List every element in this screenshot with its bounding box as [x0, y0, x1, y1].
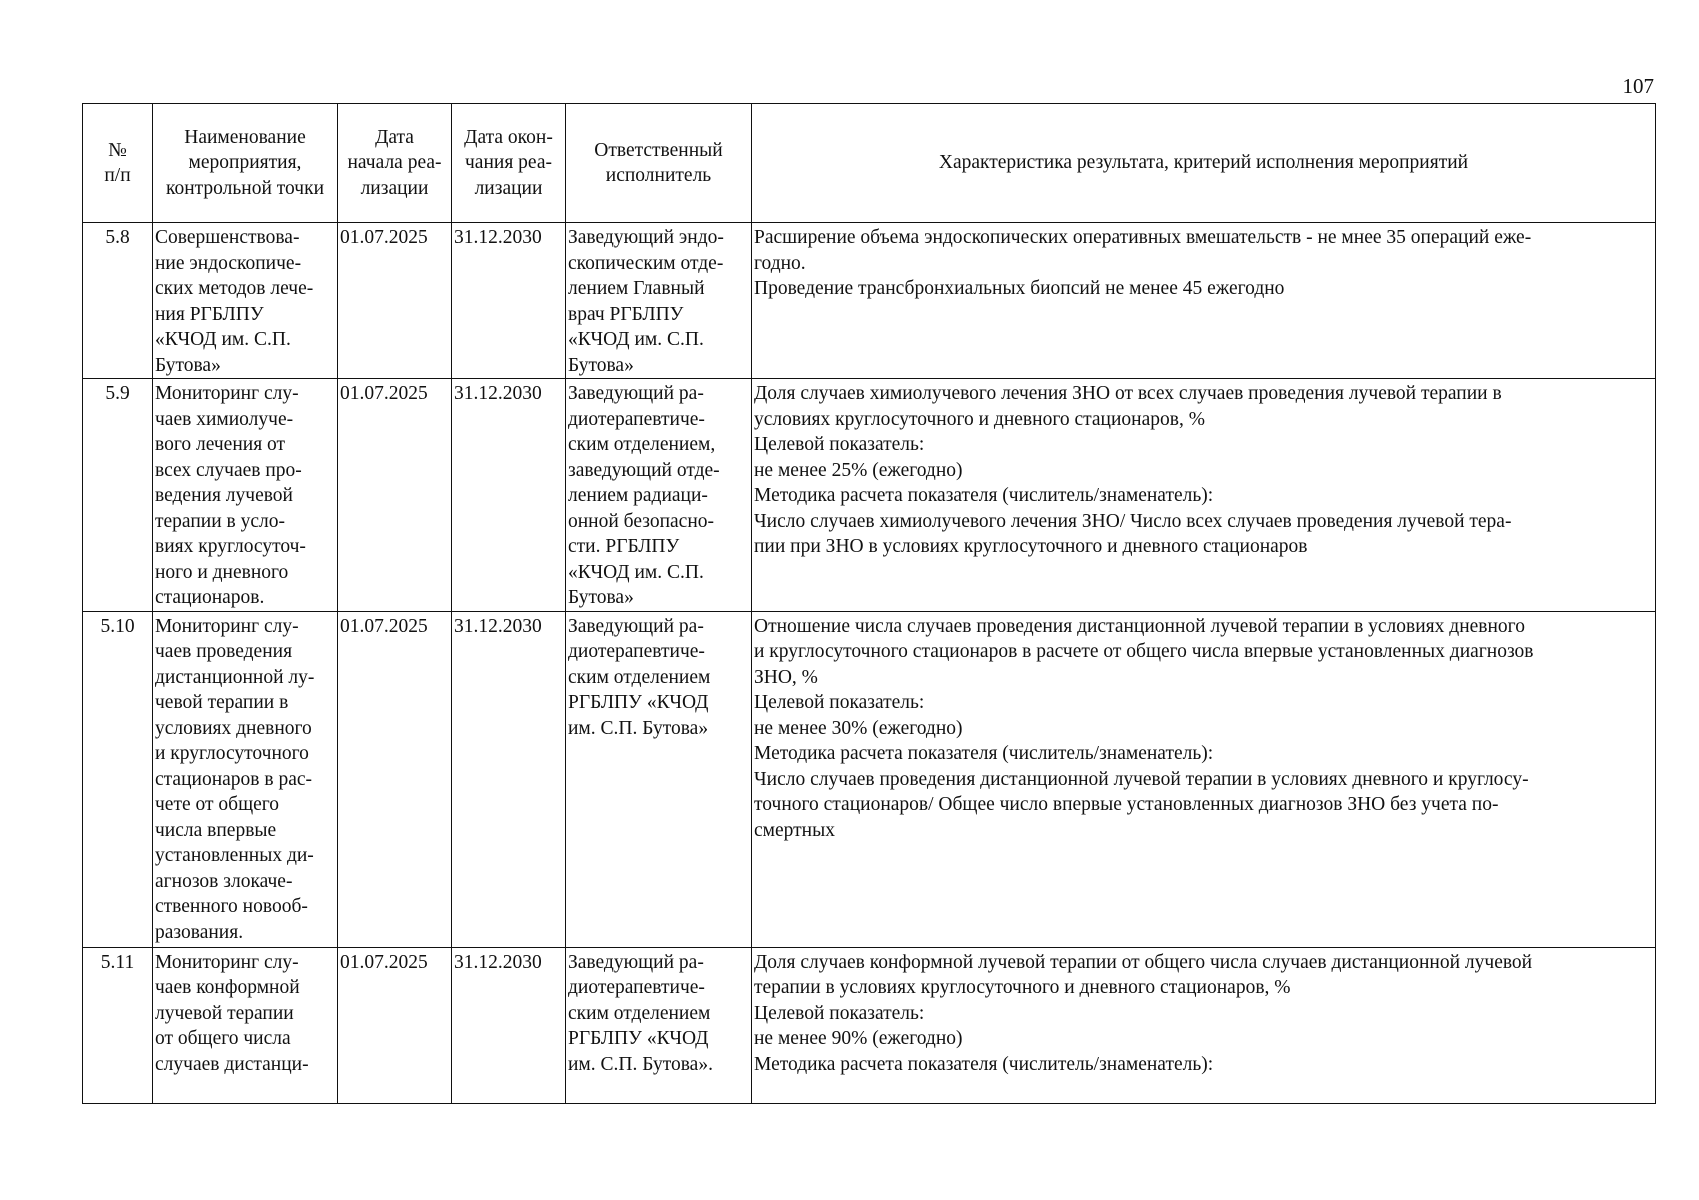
table-header-row: [83, 104, 1656, 223]
end-date-cell: 31.12.2030: [452, 223, 566, 379]
header-number: № п/п: [83, 104, 153, 223]
header-start-date: Дата начала реа- лизации: [338, 104, 452, 223]
header-result: Характеристика результата, критерий исполнения мероприятий: [752, 104, 1656, 223]
measure-name-cell: Мониторинг слу- чаев химиолуче- вого лечения от всех случаев про- ведения лучевой терапии в усло- виях круглосуточ- ного и дневного стационаров.: [153, 379, 338, 612]
table-row: [83, 611, 1656, 947]
row-number: 5.10: [83, 611, 153, 947]
measures-table: [82, 103, 1656, 1104]
result-cell: Доля случаев химиолучевого лечения ЗНО от всех случаев проведения лучевой терапии в условиях круглосуточного и дневного стационаров, % Целевой показатель: не менее 25% (ежегодно) Методика расчета показателя (числитель/знаменатель): Число случаев химиолучевого лечения ЗНО/ Число всех случаев проведения лучевой тера- пии при ЗНО в условиях круглосуточного и дневного стационаров: [752, 379, 1656, 612]
start-date-cell: 01.07.2025: [338, 379, 452, 612]
responsible-cell: Заведующий ра- диотерапевтиче- ским отделением, заведующий отде- лением радиаци- онной безопасно- сти. РГБЛПУ «КЧОД им. С.П. Бутова»: [566, 379, 752, 612]
measure-name-cell: Мониторинг слу- чаев проведения дистанционной лу- чевой терапии в условиях дневного и круглосуточного стационаров в рас- чете от общего числа впервые установленных ди- агнозов злокаче- ственного новооб- разования.: [153, 611, 338, 947]
start-date-cell: 01.07.2025: [338, 611, 452, 947]
start-date-cell: 01.07.2025: [338, 223, 452, 379]
measure-name-cell: Мониторинг слу- чаев конформной лучевой терапии от общего числа случаев дистанци-: [153, 947, 338, 1103]
row-number: 5.9: [83, 379, 153, 612]
page-number: 107: [1622, 74, 1654, 98]
header-responsible: Ответственный исполнитель: [566, 104, 752, 223]
end-date-cell: 31.12.2030: [452, 947, 566, 1103]
result-cell: Расширение объема эндоскопических оперативных вмешательств - не мнее 35 операций еже- годно. Проведение трансбронхиальных биопсий не менее 45 ежегодно: [752, 223, 1656, 379]
responsible-cell: Заведующий ра- диотерапевтиче- ским отделением РГБЛПУ «КЧОД им. С.П. Бутова»: [566, 611, 752, 947]
measure-name-cell: Совершенствова- ние эндоскопиче- ских методов лече- ния РГБЛПУ «КЧОД им. С.П. Бутова»: [153, 223, 338, 379]
responsible-cell: Заведующий эндо- скопическим отде- лением Главный врач РГБЛПУ «КЧОД им. С.П. Бутова»: [566, 223, 752, 379]
row-number: 5.8: [83, 223, 153, 379]
header-end-date: Дата окон- чания реа- лизации: [452, 104, 566, 223]
responsible-cell: Заведующий ра- диотерапевтиче- ским отделением РГБЛПУ «КЧОД им. С.П. Бутова».: [566, 947, 752, 1103]
header-measure-name: Наименование мероприятия, контрольной точки: [153, 104, 338, 223]
result-cell: Отношение числа случаев проведения дистанционной лучевой терапии в условиях дневного и круглосуточного стационаров в расчете от общего числа впервые установленных диагнозов ЗНО, % Целевой показатель: не менее 30% (ежегодно) Методика расчета показателя (числитель/знаменатель): Число случаев проведения дистанционной лучевой терапии в условиях дневного и круглосу- точного стационаров/ Общее число впервые установленных диагнозов ЗНО без учета по- смертных: [752, 611, 1656, 947]
end-date-cell: 31.12.2030: [452, 611, 566, 947]
start-date-cell: 01.07.2025: [338, 947, 452, 1103]
end-date-cell: 31.12.2030: [452, 379, 566, 612]
table-row: [83, 379, 1656, 612]
result-cell: Доля случаев конформной лучевой терапии от общего числа случаев дистанционной лучевой терапии в условиях круглосуточного и дневного стационаров, % Целевой показатель: не менее 90% (ежегодно) Методика расчета показателя (числитель/знаменатель):: [752, 947, 1656, 1103]
table-row: [83, 223, 1656, 379]
table-row: [83, 947, 1656, 1103]
row-number: 5.11: [83, 947, 153, 1103]
